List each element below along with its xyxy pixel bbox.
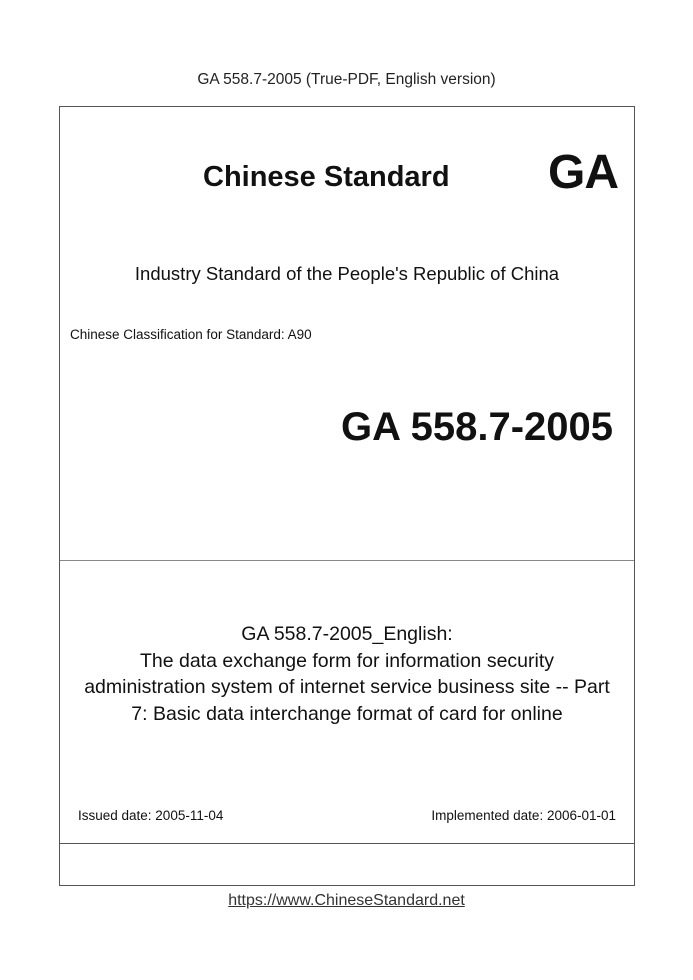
english-title-line: GA 558.7-2005_English: [241, 623, 453, 645]
industry-line: Industry Standard of the People's Republic of China [134, 263, 560, 284]
english-title-line: The data exchange form for information security [139, 649, 555, 672]
cover-middle-section [60, 561, 634, 844]
classification-line: Chinese Classification for Standard: A90 [70, 327, 312, 342]
standard-number: GA 558.7-2005 [340, 405, 613, 449]
implemented-date: Implemented date: 2006-01-01 [431, 808, 616, 823]
issued-date: Issued date: 2005-11-04 [78, 808, 224, 823]
english-title-line: 7: Basic data interchange format of card for online [131, 702, 563, 725]
english-title [60, 621, 634, 727]
footer [0, 892, 693, 910]
cover-frame [59, 106, 635, 886]
document-header: GA 558.7-2005 (True-PDF, English version) [197, 71, 496, 88]
cover-bottom-section [60, 844, 634, 885]
english-title-line: administration system of internet service business site -- Part [84, 676, 610, 698]
cover-title: Chinese Standard [203, 161, 450, 193]
website-link[interactable]: https://www.ChineseStandard.net [228, 892, 465, 909]
standard-mark: GA [548, 146, 618, 199]
cover-top-section [60, 107, 634, 561]
